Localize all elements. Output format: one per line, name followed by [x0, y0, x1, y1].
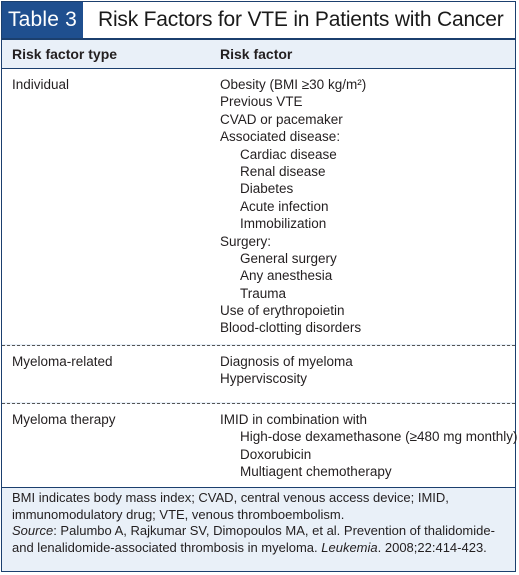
risk-factor-subitem: General surgery [240, 250, 337, 266]
risk-factor-list [220, 76, 366, 337]
table-number-tag: Table 3 [2, 2, 83, 38]
risk-factor-subitem: Acute infection [240, 198, 329, 214]
table-footnote [12, 490, 507, 556]
table-frame [1, 1, 516, 572]
risk-factor-item: Obesity (BMI ≥30 kg/m²) [220, 77, 367, 92]
table-title: Risk Factors for VTE in Patients with Cancer [98, 8, 504, 31]
risk-factor-subitem: Cardiac disease [240, 146, 337, 162]
abbreviations-note: BMI indicates body mass index; CVAD, central venous access device; IMID, immunomodulatory drug; VTE, venous thromboembolism. [12, 490, 449, 522]
risk-factor-type-cell: Myeloma therapy [12, 412, 116, 427]
risk-factor-item: Previous VTE [220, 94, 303, 110]
risk-factor-subitem: High-dose dexamethasone (≥480 mg monthly) [240, 429, 518, 445]
risk-factor-item: Blood-clotting disorders [220, 320, 362, 336]
citation-details: . 2008;22:414-423. [377, 539, 487, 555]
risk-factor-item: Hyperviscosity [220, 371, 308, 387]
source-text: : Palumbo A, Rajkumar SV, Dimopoulos MA, et al. Prevention of thalidomide- and lenalidomide-associated thrombosis in myeloma. [12, 523, 495, 555]
risk-factor-subitem: Diabetes [240, 181, 294, 197]
table-row-myeloma-related [2, 346, 515, 402]
source-note [12, 523, 507, 556]
risk-factor-item: Diagnosis of myeloma [220, 354, 353, 369]
risk-factor-item: Use of erythropoietin [220, 303, 345, 319]
risk-factor-list [220, 411, 518, 481]
risk-factor-subitem: Immobilization [240, 216, 327, 232]
risk-factor-subitem: Any anesthesia [240, 268, 333, 284]
table-row-myeloma-therapy [2, 404, 518, 488]
risk-factor-subitem: Multiagent chemotherapy [240, 464, 392, 480]
risk-factor-subitem: Renal disease [240, 163, 326, 179]
journal-name: Leukemia [321, 539, 378, 555]
table-header-row [2, 40, 515, 69]
risk-factor-type-cell: Individual [12, 77, 70, 92]
risk-factor-item: Surgery: [220, 233, 272, 249]
risk-factor-item: CVAD or pacemaker [220, 111, 343, 127]
risk-factor-subitem: Trauma [240, 285, 287, 301]
risk-factor-item: IMID in combination with [220, 412, 368, 427]
column-header-risk-factor-type: Risk factor type [12, 46, 118, 62]
risk-factor-item: Associated disease: [220, 129, 341, 145]
risk-factor-list [220, 353, 353, 388]
table-title-bar [2, 2, 515, 40]
column-header-risk-factor: Risk factor [220, 46, 293, 62]
source-label: Source [12, 523, 54, 538]
risk-factor-type-cell: Myeloma-related [12, 354, 113, 369]
risk-factor-subitem: Doxorubicin [240, 446, 312, 462]
table-row-individual [2, 69, 515, 344]
